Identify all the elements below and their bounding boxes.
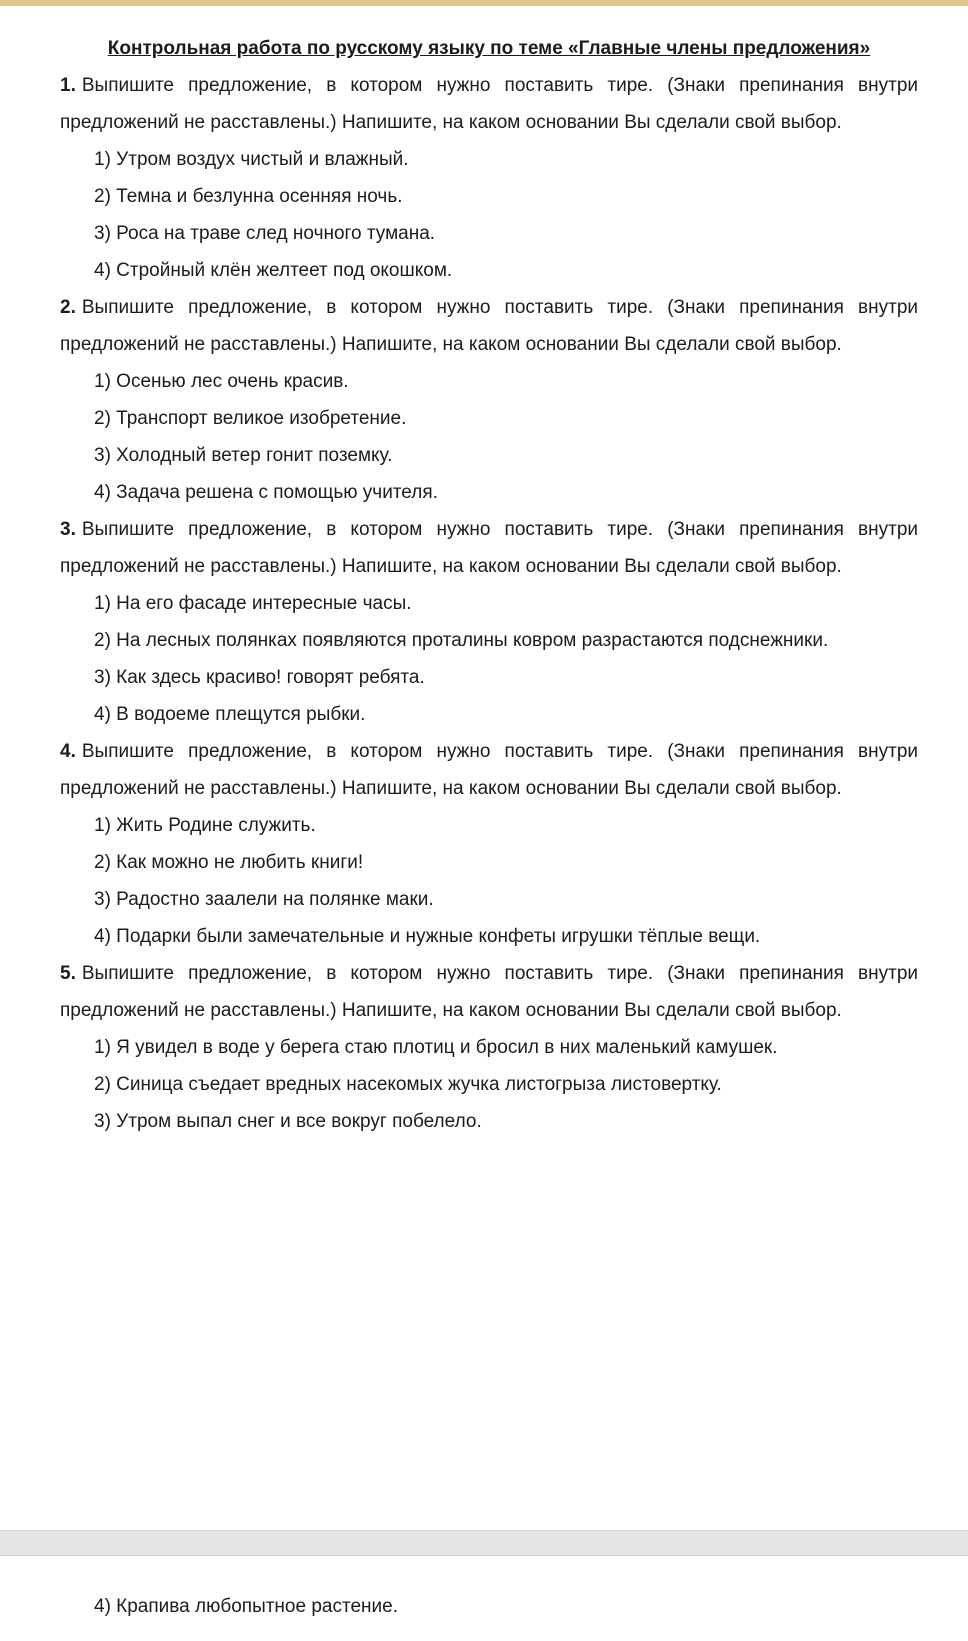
task-number: 1.	[60, 75, 76, 96]
task-1-option-4: 4) Стройный клён желтеет под окошком.	[94, 260, 453, 281]
task-1	[60, 67, 918, 141]
task-3	[60, 511, 918, 585]
task-1-option-2: 2) Темна и безлунна осенняя ночь.	[94, 186, 403, 207]
task-5	[60, 955, 918, 1029]
task-3-option-3: 3) Как здесь красиво! говорят ребята.	[94, 667, 425, 688]
task-2-option-2: 2) Транспорт великое изобретение.	[94, 408, 407, 429]
task-3-option-4: 4) В водоеме плещутся рыбки.	[94, 704, 366, 725]
document-page-2	[0, 1556, 968, 1641]
page-break	[0, 1530, 968, 1556]
document-page-1	[0, 6, 968, 1530]
task-number: 2.	[60, 297, 76, 318]
task-4-option-2: 2) Как можно не любить книги!	[94, 852, 364, 873]
task-prompt: Выпишите предложение, в котором нужно поставить тире. (Знаки препинания внутри предложений не расставлены.) Напишите, на каком основании Вы сделали свой выбор.	[60, 519, 918, 577]
task-prompt: Выпишите предложение, в котором нужно поставить тире. (Знаки препинания внутри предложений не расставлены.) Напишите, на каком основании Вы сделали свой выбор.	[60, 741, 918, 799]
task-5-option-2: 2) Синица съедает вредных насекомых жучка листогрыза листовертку.	[94, 1074, 722, 1095]
task-number: 5.	[60, 963, 76, 984]
task-number: 3.	[60, 519, 76, 540]
task-5-option-4: 4) Крапива любопытное растение.	[94, 1596, 398, 1617]
task-4-option-3: 3) Радостно заалели на полянке маки.	[94, 889, 434, 910]
task-number: 4.	[60, 741, 76, 762]
task-prompt: Выпишите предложение, в котором нужно поставить тире. (Знаки препинания внутри предложений не расставлены.) Напишите, на каком основании Вы сделали свой выбор.	[60, 963, 918, 1021]
task-5-option-1: 1) Я увидел в воде у берега стаю плотиц и бросил в них маленький камушек.	[94, 1037, 778, 1058]
task-2-option-1: 1) Осенью лес очень красив.	[94, 371, 349, 392]
task-4-option-1: 1) Жить Родине служить.	[94, 815, 316, 836]
task-3-option-2: 2) На лесных полянках появляются проталины ковром разрастаются подснежники.	[94, 630, 829, 651]
task-2-option-4: 4) Задача решена с помощью учителя.	[94, 482, 438, 503]
task-prompt: Выпишите предложение, в котором нужно поставить тире. (Знаки препинания внутри предложений не расставлены.) Напишите, на каком основании Вы сделали свой выбор.	[60, 297, 918, 355]
task-4-option-4: 4) Подарки были замечательные и нужные конфеты игрушки тёплые вещи.	[94, 926, 761, 947]
task-1-option-1: 1) Утром воздух чистый и влажный.	[94, 149, 409, 170]
task-1-option-3: 3) Роса на траве след ночного тумана.	[94, 223, 436, 244]
task-2-option-3: 3) Холодный ветер гонит поземку.	[94, 445, 393, 466]
task-5-option-3: 3) Утром выпал снег и все вокруг побелело.	[94, 1111, 482, 1132]
task-prompt: Выпишите предложение, в котором нужно поставить тире. (Знаки препинания внутри предложений не расставлены.) Напишите, на каком основании Вы сделали свой выбор.	[60, 75, 918, 133]
document-title: Контрольная работа по русскому языку по теме «Главные члены предложения»	[107, 38, 871, 59]
task-3-option-1: 1) На его фасаде интересные часы.	[94, 593, 412, 614]
task-2	[60, 289, 918, 363]
task-4	[60, 733, 918, 807]
